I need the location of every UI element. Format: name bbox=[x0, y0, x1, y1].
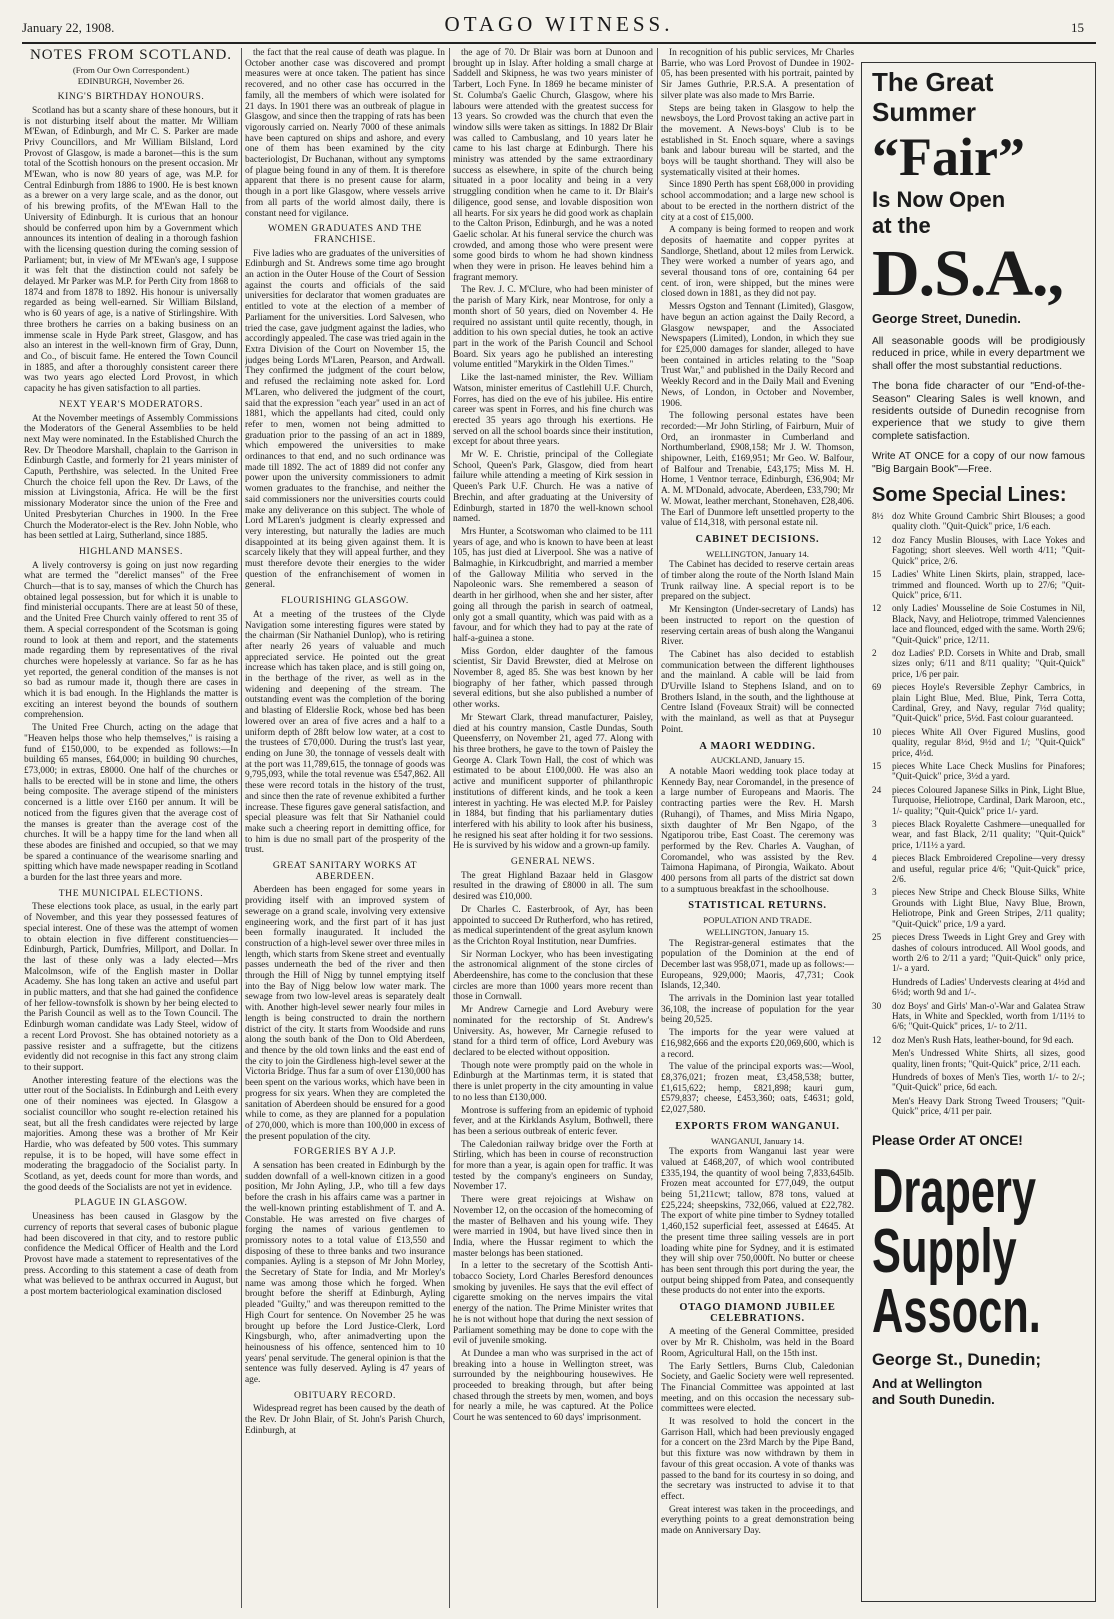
special-line-item bbox=[872, 853, 1085, 884]
paragraph: A meeting of the General Committee, presided over by Mr R. Chisholm, was held in the Board Room, Agricultural Hall, on the 15th inst. bbox=[661, 1327, 854, 1359]
paragraph: The exports from Wanganui last year were valued at £468,207, of which wool contributed £335,194, the quantity of wool being 7,833,645lb. Frozen meat accounted for £77,049, the output being 51,211cwt; tallow, 878 tons, valued at £25,224; sheepskins, 732,066, valued at £22,782. The export of white pine timber to Sydney totalled 1,460,152 superficial feet, assessed at £4645. At the present time three sailing vessels are in port loading white pine for Sydney, and it is estimated they will ship over 750,000ft. No butter or cheese has been sent through this port during the year, the output being shipped from Patea, and consequently these products do not enter into the exports. bbox=[661, 1147, 854, 1297]
paragraph: the age of 70. Dr Blair was born at Dunoon and brought up in Islay. After holding a small charge at Saddell and Skipness, he was two years minister of Tarbert, Loch Fyne. In 1869 he became minister of St. Columba's Gaelic Church, Glasgow, where his labours were attended with the greatest success for 13 years. So crowded was the church that even the window sills were taken as sittings. In 1882 Dr Blair was called to Cambuslang, and 10 years later he came to his last charge at Edinburgh. There his ministry was attended by the same extraordinary success as elsewhere, in spite of the church being situated in a poor locality and being in a very struggling condition when he came to it. Dr Blair's diligence, good sense, and lovable disposition won all hearts. For six years he did good work as chaplain to the Calton Prison, Edinburgh, and he was a noted Gaelic scholar. At his funeral service the church was crowded, and among those who were present were some good birds to whom he had shown kindness when they were in prison. He leaves behind him a fragrant memory. bbox=[453, 48, 653, 283]
paragraph: These elections took place, as usual, in the early part of November, and this year they possessed features of special interest. One of these was the attempt of women to obtain election in five different constituencies—Edinburgh, Partick, Dumfries, Millport, and Dollar. In the last of these only was a lady elected—Mrs Malcolmson, wife of the English master in Dollar Academy. She has long taken an active and useful part in public matters, and that she had gained the confidence of her fellow-townsfolk is shown by her being elected to the Parish Council as well as to the Town Council. The Edinburgh woman candidate was Lady Steel, widow of a recent Lord Provost. She has obtained notoriety as a passive resister and a suffragette, but the citizens evidently did not recognise in this fact any strong claim to their support. bbox=[24, 902, 238, 1073]
special-line-item bbox=[872, 535, 1085, 566]
paragraph: Sir Norman Lockyer, who has been investigating the astronomical alignment of the stone circles of Aberdeenshire, has come to the conclusion that these circles are more than 1000 years more recent than those in Cornwall. bbox=[453, 949, 653, 1003]
paragraph: At the November meetings of Assembly Commissions the Moderators of the General Assemblies to be held next May were nominated. In the Established Church the Rev. Dr Theodore Marshall, chaplain to the Garrison in Edinburgh Castle, and formerly for 21 years minister of Caputh, Perthshire, was selected. In the United Free Church the choice fell upon the Rev. Dr Laws, of the mission at Livingstonia, Africa. He will be the first missionary Moderator since the union of the Free and United Presbyterian Churches in 1900. In the Free Church the Moderator-elect is the Rev. John Noble, who has been settled at Lairg, Sutherland, since 1885. bbox=[24, 413, 238, 542]
item-quantity: 12 bbox=[872, 603, 882, 614]
paragraph: Montrose is suffering from an epidemic of typhoid fever, and at the Kirklands Asylum, Bothwell, there has been a serious outbreak of enteric fever. bbox=[453, 1105, 653, 1137]
item-quantity bbox=[872, 1096, 892, 1117]
paragraph: In a letter to the secretary of the Scottish Anti-tobacco Society, Lord Charles Beresford denounces smoking by juveniles. He says that the evil effect of cigarette smoking on the nerves impairs the vital energy of the nation. The Prime Minister writes that he is not without hope that during the next session of Parliament something may be done to cope with the evil of juvenile smoking. bbox=[453, 1261, 653, 1347]
paragraph: Uneasiness has been caused in Glasgow by the currency of reports that several cases of bubonic plague had been discovered in that city, and to restore public confidence the Medical Officer of Health and the Lord Provost have made a statement to representatives of the press. According to this statement a case of death from what was believed to be anthrax occurred in August, but a post mortem bacteriological examination disclosed bbox=[24, 1212, 238, 1298]
paragraph: Mrs Hunter, a Scotswoman who claimed to be 111 years of age, and who is known to have been at least 105, has just died at Liverpool. She was a native of Balmaghie, in Kirkcudbright, and married a member of the Galloway Militia who served in the Napoleonic wars. She remembered a season of dearth in her girlhood, when she and her sister, after going all through the parish in search of oatmeal, only got a small quantity, which was paid with as a favour, and for which they had to pay at the rate of half-a-guinea a stone. bbox=[453, 526, 653, 644]
item-description: Hundreds of Ladies' Undervests clearing at 4½d and 6½d; worth 9d and 1/-. bbox=[892, 976, 1085, 998]
paragraph: The arrivals in the Dominion last year totalled 36,108, the increase of population for the year being 20,525. bbox=[661, 994, 854, 1026]
item-quantity: 12 bbox=[872, 534, 882, 545]
paragraph: The Early Settlers, Burns Club, Caledonian Society, and Gaelic Society were well represented. The Financial Committee was appointed at last meeting, and on this occasion the necessary sub-committees were elected. bbox=[661, 1361, 854, 1415]
section-title: EXPORTS FROM WANGANUI. bbox=[675, 1120, 840, 1132]
item-description: Men's Undressed White Shirts, all sizes, good quality, linen fronts; "Quit-Quick" price, 2/11 each. bbox=[892, 1048, 1085, 1069]
paragraph: A notable Maori wedding took place today at Kennedy Bay, near Coromandel, in the presence of a large number of Europeans and Maoris. The contracting parties were the Rev. H. Marsh (Ruhangi), of Thames, and Miss Miria Ngapo, sixth daughter of Mr Ben Ngapo, of the Ngatiporou tribe, East Coast. The ceremony was performed by the Rev. Charles A. Vaughan, of Coromandel, who was assisted by the Rev. Taimona Hapimana, of Pirongia, Waikato. About 400 persons from all parts of the district sat down to a sumptuous breakfast in the schoolhouse. bbox=[661, 767, 854, 895]
ad-headline-summer: Summer bbox=[872, 97, 977, 127]
section-title: OTAGO DIAMOND JUBILEE CELEBRATIONS. bbox=[679, 1302, 836, 1324]
ad-headline-open: Is Now Open bbox=[872, 187, 1006, 212]
item-description: Hundreds of boxes of Men's Ties, worth 1/- to 2/-; "Quit-Quick" price, 6d each. bbox=[892, 1071, 1085, 1093]
special-line-item bbox=[872, 1048, 1085, 1069]
item-description: pieces New Stripe and Check Blouse Silks, White Grounds with Light Blue, Navy Blue, Brown, Heliotrope, Pink and Green Stripes, 2/11 quality; "Quit-Quick" price, 1/9 a yard. bbox=[892, 887, 1085, 929]
section-title: WOMEN GRADUATES AND THE FRANCHISE. bbox=[267, 223, 423, 245]
special-lines-heading: Some Special Lines: bbox=[872, 484, 1067, 507]
ad-paragraph: The bona fide character of our "End-of-the-Season" Clearing Sales is well known, and residents outside of Dunedin recognise from experience that we study to give them complete satisfaction. bbox=[872, 381, 1085, 442]
item-description: pieces Hoyle's Reversible Zephyr Cambrics, in plain Light Blue, Med. Blue, Pink, Terra Cotta, Cardinal, Grey, and Navy, regular 7½d quality; "Quit-Quick" price, 5½d. Fast colour guaranteed. bbox=[892, 682, 1085, 724]
item-description: doz Ladies' P.D. Corsets in White and Drab, small sizes only; 6/11 and 8/11 quality; "Quit-Quick" price, 1/6 per pair. bbox=[892, 647, 1085, 679]
special-line-item bbox=[872, 785, 1085, 816]
paragraph: A lively controversy is going on just now regarding what are termed the "derelict manses" of the Free Church—that is to say, manses of which the Church has obtained legal possession, but for which it is unable to find ministerial occupants. There are at least 50 of these, and the United Free Church vainly offered to rent 35 of them. A special correspondent of the Scotsman is going round to look at them and report, and the statements made regarding them by representatives of the rival churches were hopelessly at variance. So far as he has yet reported, the general condition of the manses is not so bad as rumour made it, though there are cases in which it is bad enough. In the Highlands the matter is exciting an interest beyond the bounds of southern comprehension. bbox=[24, 560, 238, 721]
item-quantity: 15 bbox=[872, 761, 882, 771]
paragraph: Mr Stewart Clark, thread manufacturer, Paisley, died at his country mansion, Castle Dundas, South Queensferry, on November 21, aged 77. Along with his three brothers, he gave to the town of Paisley the George A. Clark Town Hall, the cost of which was estimated to be about £100,000. He was also an active and munificent supporter of philanthropic institutions of different kinds, and he took a keen interest in yachting. He was elected M.P. for Paisley in 1884, but finding that his parliamentary duties interfered with his ability to look after his business, he resigned his seat after holding it for two sessions. He is survived by his widow and a grown-up family. bbox=[453, 712, 653, 852]
dateline: AUCKLAND, January 15. bbox=[710, 755, 805, 766]
item-quantity bbox=[872, 1048, 892, 1069]
special-lines-list bbox=[872, 511, 1085, 1117]
byline: (From Our Own Correspondent.) bbox=[72, 64, 190, 75]
column-4 bbox=[661, 48, 854, 1608]
special-line-item bbox=[872, 887, 1085, 929]
section-title: NEXT YEAR'S MODERATORS. bbox=[58, 398, 204, 410]
page-number: 15 bbox=[1071, 20, 1084, 35]
paragraph: Mr Kensington (Under-secretary of Lands) has been instructed to report on the question of reserving certain areas of bush along the Wanganui River. bbox=[661, 605, 854, 648]
special-line-item bbox=[872, 932, 1085, 974]
section-title: PLAGUE IN GLASGOW. bbox=[74, 1197, 188, 1209]
paragraph: The Rev. J. C. M'Clure, who had been minister of the parish of Mary Kirk, near Montrose, for only a month short of 50 years, died on November 4. He required no assistant until quite recently, though, in addition to his own special duties, he took an active part in the work of the Parish Council and School Board. Six years ago he published an interesting volume entitled "Marykirk in the Olden Times." bbox=[453, 285, 653, 371]
paragraph: The imports for the year were valued at £16,982,666 and the exports £20,069,600, which is a record. bbox=[661, 1028, 854, 1060]
item-description: pieces White Lace Check Muslins for Pinafores; "Quit-Quick" price, 3½d a yard. bbox=[892, 761, 1085, 782]
item-description: pieces White All Over Figured Muslins, good quality, regular 8½d, 9½d and 1/; "Quit-Quick" price, 4½d. bbox=[892, 726, 1085, 758]
item-quantity: 24 bbox=[872, 784, 882, 795]
section-title: FORGERIES BY A J.P. bbox=[293, 1146, 397, 1158]
item-description: pieces Black Embroidered Crepoline—very dressy and useful, regular price 4/6; "Quit-Quick" price, 2/6. bbox=[892, 853, 1085, 885]
item-description: doz Boys' and Girls' Man-o'-War and Galatea Straw Hats, in White and Speckled, worth from 1/11½ to 6/6; "Quit-Quick" prices, 1/- to 2/11. bbox=[892, 1000, 1085, 1032]
issue-date: January 22, 1908. bbox=[22, 20, 115, 35]
paragraph: At Dundee a man who was surprised in the act of breaking into a house in Wellington street, was surrounded by the neighbouring housewives. He proceeded to breaking through, but after being chased through the streets by men, women, and boys for nearly a mile, he was captured. At the Police Court he was sentenced to 60 days' imprisonment. bbox=[453, 1348, 653, 1424]
section-title: GENERAL NEWS. bbox=[510, 856, 596, 868]
item-quantity: 12 bbox=[872, 1034, 882, 1045]
special-line-item bbox=[872, 1072, 1085, 1093]
item-description: doz Fancy Muslin Blouses, with Lace Yokes and Fagoting; short sleeves. Well worth 4/11; "Quit-Quick" price, 2/6. bbox=[892, 534, 1085, 566]
ad-paragraph: All seasonable goods will be prodigiously reduced in price, while in every department we shall offer the most substantial reductions. bbox=[872, 336, 1085, 372]
paragraph: The Cabinet has decided to reserve certain areas of timber along the route of the North Island Main Trunk railway line. A special report is to be prepared on the subject. bbox=[661, 560, 854, 603]
branch-line: and South Dunedin. bbox=[872, 1391, 995, 1407]
item-description: only Ladies' Mousseline de Soie Costumes in Nil, Black, Navy, and Heliotrope, trimmed Valenciennes lace and flounced, edged with the same. Worth 29/6; "Quit-Quick" price, 12/11. bbox=[892, 603, 1085, 645]
paragraph: The great Highland Bazaar held in Glasgow resulted in the drawing of £8000 in all. The sum desired was £10,000. bbox=[453, 870, 653, 903]
special-line-item bbox=[872, 819, 1085, 850]
ad-paragraph: Write AT ONCE for a copy of our now famous "Big Bargain Book"—Free. bbox=[872, 451, 1085, 475]
special-line-item bbox=[872, 682, 1085, 724]
section-title: GREAT SANITARY WORKS AT ABERDEEN. bbox=[272, 860, 418, 882]
special-line-item bbox=[872, 1001, 1085, 1032]
dateline: EDINBURGH, November 26. bbox=[77, 76, 185, 87]
item-description: pieces Dress Tweeds in Light Grey and Grey with dashes of colours introduced. All Wool goods, and worth 2/6 to 2/11 a yard; "Quit-Quick" only price, 1/- a yard. bbox=[892, 932, 1085, 974]
section-title: CABINET DECISIONS. bbox=[695, 533, 820, 545]
article-heading: NOTES FROM SCOTLAND. bbox=[29, 48, 233, 63]
special-line-item bbox=[872, 569, 1085, 600]
paragraph: Messrs Ogston and Tennant (Limited), Glasgow, have begun an action against the Daily Record, a Glasgow newspaper, and the Associated Newspapers (Limited), London, in which they sue for £25,000 damages for slander, alleged to have been contained in articles relating to the "Soap Trust War," and published in the Daily Record and Weekly Record and in the Daily Mail and Evening News, of London, in October and November, 1906. bbox=[661, 302, 854, 409]
item-description: Men's Heavy Dark Strong Tweed Trousers; "Quit-Quick" price, 4/11 per pair. bbox=[892, 1095, 1085, 1117]
paragraph: At a meeting of the trustees of the Clyde Navigation some interesting figures were stated by the chairman (Sir Nathaniel Dunlop), who is retiring after nearly 26 years of valuable and much appreciated service. He pointed out the great increase which has taken place, and is still going on, in the berthage of the river, as well as in the widening and deepening of the stream. The outstanding event was the completion of the boring and blasting of Elderslie Rock, whose bed has been lowered over an area of five acres and a half to a uniform depth of 28ft below low water, at a cost to the trustees of £70,000. During the trust's last year, ending on June 30, the tonnage of vessels dealt with at the port was 11,789,615, the tonnage of goods was 9,795,093, while the total revenue was £547,862. All these were record totals in the history of the trust, and since then the rate of revenue exhibited a further increase. These figures gave general satisfaction, and special pleasure was felt that Sir Nathaniel could make such a cheering report in demitting office, for to him is due no small part of the prosperity of the trust. bbox=[245, 609, 445, 856]
ad-address: George St., Dunedin; bbox=[872, 1349, 1042, 1369]
paragraph: Dr Charles C. Easterbrook, of Ayr, has been appointed to succeed Dr Rutherford, who has retired, as medical superintendent of the great asylum known as the Crichton Royal Institution, near Dumfries. bbox=[453, 904, 653, 947]
column-divider bbox=[449, 48, 450, 1608]
special-line-item bbox=[872, 1035, 1085, 1045]
item-description: doz Men's Rush Hats, leather-bound, for 9d each. bbox=[892, 1034, 1074, 1045]
paragraph: Five ladies who are graduates of the universities of Edinburgh and St. Andrews some time ago brought an action in the Outer House of the Court of Session against the courts and officials of the said universities for declarator that women graduates are entitled to vote at the election of a member of Parliament for the universities. Lord Salvesen, who tried the case, gave judgment against the ladies, who accordingly appealed. The case was tried again in the Extra Division of the Court on November 15, the judges being Lords M'Laren, Pearson, and Ardwall. They confirmed the judgment of the court below, and refused the reclaiming note asked for. Lord M'Laren, who delivered the judgment of the court, said that the expression "each year" used in an act of 1881, which the appellants had cited, could only refer to men, women not being admitted to graduation prior to the passing of an act in 1889, which empowered the universities to make ordinances to that end, and no such ordinance was made till 1892. The act of 1889 did not confer any power upon the university commissioners to admit women graduates to the franchise, and neither the said commissioners nor the universities courts could make any deliverance on this subject. The whole of Lord M'Laren's judgment is clearly expressed and very interesting, but naturally the ladies are much disappointed at its being given against them. It is scarcely likely that they will appeal further, and they must therefore devote their energies to the wider question of the enfranchisement of women in general. bbox=[245, 248, 445, 591]
assocn-wordmark: Assocn. bbox=[872, 1276, 1041, 1346]
section-title: STATISTICAL RETURNS. bbox=[688, 900, 827, 912]
section-title: OBITUARY RECORD. bbox=[294, 1389, 396, 1401]
paragraph: The Caledonian railway bridge over the Forth at Stirling, which has been in course of reconstruction for more than a year, is again open for traffic. It was tested by the company's engineers on Sunday, November 17. bbox=[453, 1139, 653, 1193]
paragraph: A company is being formed to reopen and work deposits of haematite and copper pyrites at Sandlorge, Shetland, about 12 miles from Lerwick. They were worked a number of years ago, and several thousand tons of ore, containing 64 per cent. of iron, were shipped, but the mines were closed down in 1881, as they did not pay. bbox=[661, 225, 854, 300]
ad-headline-at: at the bbox=[872, 213, 931, 238]
paragraph: Though note were promptly paid on the whole in Edinburgh at the Martinmas term, it is stated that there is unlet property in the city amounting in value to no less than £130,000. bbox=[453, 1060, 653, 1103]
item-quantity: 3 bbox=[872, 819, 877, 830]
paragraph: Aberdeen has been engaged for some years in providing itself with an improved system of sewerage on a grand scale, involving very extensive engineering work, and the first part of it has just been formally inaugurated. It included the construction of a high-level sewer over three miles in length, which starts from Skene street and eventually passes underneath the bed of the river and then through the Hill of Nigg by tunnel emptying itself into the Bay of Nigg below low water mark. The sewage from two low-level areas is separately dealt with. Another high-level sewer nearly four miles in length is being constructed to drain the northern district of the city. It starts from Woodside and runs along the south bank of the Don to Old Aberdeen, and thence by the old town links and the east end of the city to join the Girdleness high-level sewer at the Victoria Bridge. Thus far a sum of over £130,000 has been spent on the various works, which have been in progress for six years. When they are completed the sanitation of Aberdeen should be ensured for a good while to come, as they are planned for a population of 270,000, which is more than 100,000 in excess of the present population of the city. bbox=[245, 885, 445, 1142]
paragraph: Mr W. E. Christie, principal of the Collegiate School, Queen's Park, Glasgow, died from heart failure while attending a meeting of Kirk session in Queen's Park U.F. Church. He was a native of Brechin, and after graduating at the University of Edinburgh, started in 1870 the well-known school named. bbox=[453, 450, 653, 525]
ad-headline-fair: “Fair” bbox=[872, 127, 1025, 187]
paragraph: The Registrar-general estimates that the population of the Dominion at the end of December last was 958,071, made up as follows:—Europeans, 929,000; Maoris, 47,731; Cook Islands, 12,340. bbox=[661, 938, 854, 992]
section-title: FLOURISHING GLASGOW. bbox=[281, 595, 409, 607]
item-quantity: 10 bbox=[872, 726, 882, 737]
masthead-rule bbox=[22, 42, 1096, 44]
paragraph: The value of the principal exports was:—Wool, £8,376,021; frozen meat, £3,458,538; butter, £1,615,622; hemp, £821,898; kauri gum, £579,837; cheese, £453,360; oats, £4631; gold, £2,027,580. bbox=[661, 1062, 854, 1116]
paragraph: Scotland has but a scanty share of these honours, but it is not disturbing itself about the matter. Mr William M'Ewan, of Edinburgh, and Mr C. S. Parker are made Privy Councillors, and Mr William Bilsland, Lord Provost of Glasgow, is made a baronet—this is the sum total of the Scottish honours on the present occasion. Mr M'Ewan, who is now 80 years of age, was M.P. for Central Edinburgh from 1886 to 1900. He is best known as a brewer on a very large scale, and as the donor, out of his brewing profits, of the M'Ewan Hall to the University of Edinburgh. It is curious that an honour should be conferred upon him by a Government which announces its intention of dealing in a thorough fashion with the licensing question during the coming session of Parliament; but, in view of Mr M'Ewan's age, I suppose it was felt that the distinction could not safely be delayed. Mr Parker was M.P. for Perth City from 1868 to 1874 and from 1878 to 1892. His honour is universally regarded as being well-earned. Sir William Bilsland, who is 60 years of age, is a native of Stirlingshire. With three brothers he carries on a baking business on an immense scale in Hyde Park street, Glasgow, and has also an interest in the well-known firm of Gray, Dunn, and Co., of biscuit fame. He entered the Town Council in 1885, and after a thoroughly consistent career there was two years ago elected Lord Provost, in which capacity he has given satisfaction to all parties. bbox=[24, 105, 238, 395]
item-quantity: 2 bbox=[872, 647, 877, 658]
special-line-item bbox=[872, 977, 1085, 998]
paragraph: Steps are being taken in Glasgow to help the newsboys, the Lord Provost taking an active part in the movement. A News-boys' Club is to be established in St. Enoch square, where a savings bank and labour bureau will be started, and the boys will be taught shorthand. They will also be systematically visited at their homes. bbox=[661, 103, 854, 178]
paragraph: A sensation has been created in Edinburgh by the sudden downfall of a well-known citizen in a good position, Mr John Ayling, J.P., who till a few days before the crash in his affairs came was a partner in the well-known printing establishment of T. and A. Constable. He was arrested on five charges of forging the names of various gentlemen to promissory notes to a total value of £13,550 and disposing of these to three banks and two insurance companies. Ayling is a stepson of Mr John Morley, the Secretary of State for India, and Mr Morley's name was among those which he forged. When brought before the sheriff at Edinburgh, Ayling pleaded "Guilty," and was thereupon remitted to the High Court for sentence. On November 25 he was brought up before the Lord Justice-Clerk, Lord Kingsburgh, who, after animadverting upon the heinousness of his offence, sentenced him to 10 years' penal servitude. The general opinion is that the sentence was fully deserved. Ayling is 47 years of age. bbox=[245, 1161, 445, 1386]
dsa-logo-text: D.S.A., bbox=[872, 237, 1064, 310]
item-quantity: 15 bbox=[872, 569, 882, 580]
item-quantity: 4 bbox=[872, 853, 877, 864]
branch-line: And at Wellington bbox=[872, 1375, 983, 1391]
special-line-item bbox=[872, 648, 1085, 679]
masthead bbox=[22, 8, 1096, 42]
paragraph: the fact that the real cause of death was plague. In October another case was discovered and prompt measures were at once taken. The patient has since recovered, and no other case has occurred in the family, all the members of which were isolated for 21 days. In 1901 there was an outbreak of plague in Glasgow, and since then the trapping of rats has been vigorously carried on. Nearly 7000 of these animals have been captured on ships and ashore, and every one of them has been examined by the city bacteriologist, Dr Buchanan, without any symptoms of plague being found in any of them. It is therefore apparent that there is no present cause for alarm, though in a port like Glasgow, where vessels arrive from all parts of the world almost daily, there is constant need for vigilance. bbox=[245, 48, 445, 219]
ad-address: George Street, Dunedin. bbox=[872, 311, 1021, 326]
dateline: WELLINGTON, January 14. bbox=[706, 548, 809, 559]
section-title: HIGHLAND MANSES. bbox=[79, 545, 183, 557]
special-line-item bbox=[872, 727, 1085, 758]
paragraph: Another interesting feature of the elections was the utter rout of the Socialists. In Edinburgh and Leith every one of their nominees was ejected. In Glasgow a socialist councillor who sought re-election retained his seat, but all the fresh candidates were rejected by large majorities. Among these was a brother of Mr Keir Hardie, who was defeated by 500 votes. This summary repulse, it is to be hoped, will have some effect in moderating the braggadocio of the Socialist party. In Scotland, as yet, deeds count for more than words, and the good deeds of the Socialists are not yet in evidence. bbox=[24, 1075, 238, 1193]
section-title: THE MUNICIPAL ELECTIONS. bbox=[58, 887, 204, 899]
column-divider bbox=[657, 48, 658, 1608]
paragraph: Since 1890 Perth has spent £68,000 in providing school accommodation; and a large new school is about to be erected in the northern district of the city at a cost of £15,000. bbox=[661, 180, 854, 223]
paragraph: Like the last-named minister, the Rev. William Watson, minister emeritus of Castlehill U.F. Church, Forres, has died on the eve of his jubilee. His entire career was spent in Forres, and his fine church was erected 35 years ago through his exertions. He served on all the school boards since their institution, except for about three years. bbox=[453, 373, 653, 448]
item-description: pieces Black Royalette Cashmere—unequalled for wear, and fast Black, 2/11 quality; "Quit-Quick" price, 1/11½ a yard. bbox=[892, 819, 1085, 850]
paragraph: In recognition of his public services, Mr Charles Barrie, who was Lord Provost of Dundee in 1902-05, has been presented with his portrait, painted by Sir James Guthrie, P.R.S.A. A presentation of silver plate was also made to Mrs Barrie. bbox=[661, 48, 854, 101]
item-quantity: 8½ bbox=[872, 511, 884, 522]
ad-headline-great: The Great bbox=[872, 67, 994, 97]
special-line-item bbox=[872, 603, 1085, 645]
paragraph: Widespread regret has been caused by the death of the Rev. Dr John Blair, of St. John's Parish Church, Edinburgh, at bbox=[245, 1404, 445, 1436]
subtitle: POPULATION AND TRADE. bbox=[703, 915, 812, 926]
dateline: WELLINGTON, January 15. bbox=[706, 926, 809, 937]
item-quantity bbox=[872, 977, 892, 998]
paragraph: The United Free Church, acting on the adage that "Heaven helps those who help themselves," is raising a fund of £150,000, to be expended as follows:—In building 65 manses, £64,000; in building 90 churches, £73,000; in extras, £8000. One half of the churches or halls to be erected will be in stone and lime, the others being composite. The average stipend of the ministers concerned is a little over £160 per annum. It will be noticed from the figures given that the average cost of the manses is greater than the average cost of the churches. It will be a happy time for the land when all these abodes are finished and occupied, so that we may be spared a continuance of the wearisome snarling and spitting which have made newspaper reading in Scotland a burden for the last three years and more. bbox=[24, 723, 238, 884]
dateline: WANGANUI, January 14. bbox=[710, 1135, 805, 1146]
newspaper-title: OTAGO WITNESS. bbox=[444, 12, 674, 36]
order-call: Please Order AT ONCE! bbox=[872, 1132, 1023, 1148]
paragraph: Great interest was taken in the proceedings, and everything points to a great demonstration being made on Anniversary Day. bbox=[661, 1504, 854, 1537]
special-line-item bbox=[872, 1096, 1085, 1117]
item-quantity: 25 bbox=[872, 932, 882, 943]
item-description: Ladies' White Linen Skirts, plain, strapped, lace-trimmed and flounced. Worth up to 27/6; "Quit-Quick" price, 6/11. bbox=[892, 569, 1085, 600]
item-quantity bbox=[872, 1072, 892, 1093]
item-quantity: 69 bbox=[872, 682, 882, 693]
special-line-item bbox=[872, 511, 1085, 532]
item-quantity: 30 bbox=[872, 1000, 882, 1011]
section-title: A MAORI WEDDING. bbox=[699, 740, 816, 752]
column-1 bbox=[24, 48, 238, 1608]
dsa-advertisement bbox=[861, 62, 1096, 1602]
item-description: doz White Ground Cambric Shirt Blouses; a good quality cloth. "Quit-Quick" price, 1/6 each. bbox=[892, 511, 1085, 532]
column-3 bbox=[453, 48, 653, 1608]
column-2 bbox=[245, 48, 445, 1608]
item-description: pieces Coloured Japanese Silks in Pink, Light Blue, Turquoise, Heliotrope, Cardinal, Dark Maroon, etc., 1/- quality; "Quit-Quick" price 1/- yard. bbox=[892, 784, 1085, 816]
drapery-wordmark: Drapery bbox=[872, 1156, 1037, 1226]
paragraph: Miss Gordon, elder daughter of the famous scientist, Sir David Brewster, died at Melrose on November 8, aged 85. She was best known by her biography of her father, which passed through several editions, but she also published a number of other works. bbox=[453, 646, 653, 711]
paragraph: The following personal estates have been recorded:—Mr John Stirling, of Fairburn, Muir of Ord, an ironmaster in Cumberland and Northumberland, £908,158; Mr J. W. Thomson, shipowner, Leith, £169,951; Mr Geo. W. Balfour, of Balfour and Trenabie, £43,175; Miss M. H. Home, 1 Ventnor terrace, Edinburgh, £36,904; Mr A. M. M'Donald, advocate, Aberdeen, £33,790; Mr W. Mowat, leather merchant, Stonehaven, £28,406. The Earl of Dunmore left unsettled property to the value of £14,318, with personal estate nil. bbox=[661, 411, 854, 529]
supply-wordmark: Supply bbox=[872, 1216, 1017, 1286]
paragraph: Mr Andrew Carnegie and Lord Avebury were nominated for the rectorship of St. Andrew's University. As, however, Mr Carnegie refused to stand for a third term of office, Lord Avebury was declared to be elected without opposition. bbox=[453, 1005, 653, 1058]
special-line-item bbox=[872, 761, 1085, 782]
item-quantity: 3 bbox=[872, 887, 877, 898]
column-divider bbox=[241, 48, 242, 1608]
paragraph: The Cabinet has also decided to establish communication between the different lighthouses and the mainland. A cable will be laid from D'Urville Island to Stephens Island, and on to Brothers Island, in the south, and the lighthouse at Centre Island (Foveaux Strait) will be connected with the mainland, as well as that at Puysegur Point. bbox=[661, 649, 854, 735]
section-title: KING'S BIRTHDAY HONOURS. bbox=[57, 91, 205, 103]
paragraph: It was resolved to hold the concert in the Garrison Hall, which had been previously engaged for a concert on the 23rd March by the Pipe Band, but this fixture was now withdrawn by them in favour of this great occasion. A vote of thanks was passed to the band for its courtesy in so doing, and the secretary was instructed to advise it to that effect. bbox=[661, 1417, 854, 1502]
paragraph: There were great rejoicings at Wishaw on November 12, on the occasion of the homecoming of the master of Belhaven and his young wife. They were married in 1904, but have lived since then in India, where the Hussar regiment to which the master belongs has been stationed. bbox=[453, 1195, 653, 1259]
